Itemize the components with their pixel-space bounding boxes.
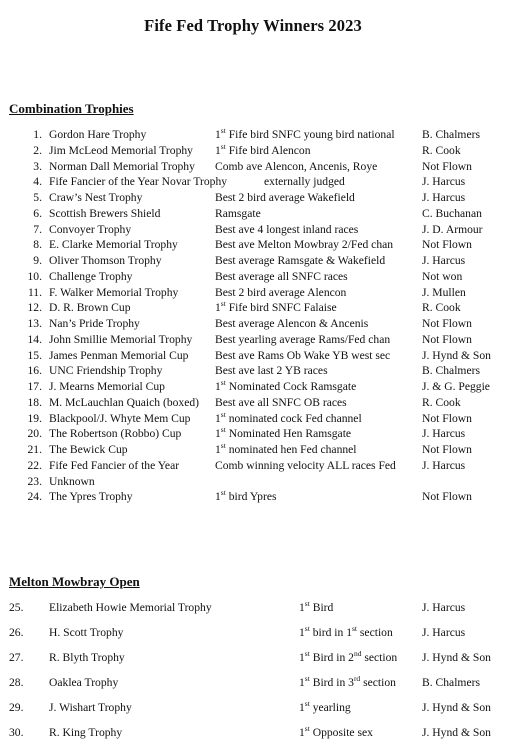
trophy-name: James Penman Memorial Cup [49,348,189,362]
winner-name: R. Cook [422,301,461,315]
trophy-name: R. King Trophy [49,726,123,739]
row-number: 16. [27,364,42,378]
winner-name: C. Buchanan [422,206,482,220]
winner-name: J. Hynd & Son [422,726,491,739]
row-number: 7. [33,222,42,236]
row-number: 12. [27,301,42,315]
winner-name: Not Flown [422,238,472,252]
trophy-name: Norman Dall Memorial Trophy [49,159,195,173]
trophy-criteria: 1st Nominated Hen Ramsgate [215,425,352,441]
trophy-criteria: Best ave last 2 YB races [215,364,328,378]
ordinal-suffix: nd [353,649,362,659]
table-row [0,380,506,396]
ordinal-suffix: st [304,649,310,659]
row-number: 24. [27,490,42,504]
trophy-criteria: Best ave Melton Mowbray 2/Fed chan [215,238,394,252]
table-row [0,651,506,667]
trophy-name: Unknown [49,474,95,488]
winner-name: J. Mullen [422,285,466,299]
trophy-name: Gordon Hare Trophy [49,128,147,141]
ordinal-suffix: st [220,441,226,451]
table-row [0,254,506,270]
trophy-name: Challenge Trophy [49,269,133,283]
table-row [0,409,506,428]
winner-name: Not Flown [422,317,472,330]
row-number: 10. [27,269,42,283]
row-number: 29. [9,701,24,714]
row-number: 18. [27,395,42,409]
table-row [0,601,506,617]
ordinal-suffix: st [220,299,226,309]
winner-name: J. Harcus [422,191,466,204]
trophy-criteria: Ramsgate [215,206,261,220]
table-row [0,175,506,191]
table-row [0,396,506,412]
row-number: 22. [27,458,42,472]
table-row [0,160,506,176]
row-number: 5. [33,191,42,204]
winner-name: J. Hynd & Son [422,348,491,362]
row-number: 1. [33,128,42,141]
ordinal-suffix: st [220,141,226,151]
row-number: 30. [9,726,24,739]
table-row [0,475,506,491]
ordinal-suffix: st [220,425,226,435]
trophy-criteria: Best 2 bird average Alencon [215,285,347,299]
ordinal-suffix: st [304,624,310,634]
winner-name: J. D. Armour [422,222,483,236]
ordinal-suffix: st [220,488,226,498]
winner-name: J. Harcus [422,626,466,639]
table-row [0,301,506,317]
row-number: 21. [27,443,42,456]
trophy-criteria: Best ave 4 longest inland races [215,222,359,236]
winner-name: B. Chalmers [422,128,480,141]
ordinal-suffix: st [304,724,310,734]
winner-name: J. Harcus [422,175,466,189]
row-number: 23. [27,474,42,488]
trophy-criteria: Best average Ramsgate & Wakefield [215,254,386,267]
row-number: 11. [27,285,42,299]
row-number: 4. [33,175,42,189]
trophy-name: H. Scott Trophy [49,626,124,639]
trophy-name: Elizabeth Howie Memorial Trophy [49,601,212,614]
winner-name: J. Harcus [422,254,466,267]
table-row [0,364,506,380]
trophy-criteria: 1st Bird in 2nd section [299,649,398,664]
table-row [0,676,506,692]
table-row [0,443,506,459]
trophy-criteria: 1st nominated cock Fed channel [215,409,362,425]
table-row [0,726,506,742]
trophy-criteria: 1st bird Ypres [215,488,277,504]
table-row [0,141,506,160]
trophy-name: Fife Fed Fancier of the Year [49,458,180,472]
table-row [0,626,506,642]
row-number: 26. [9,626,24,639]
trophy-criteria: Best average all SNFC races [215,269,348,283]
trophy-criteria: Comb ave Alencon, Ancenis, Roye [215,159,378,173]
ordinal-suffix: st [304,699,310,709]
row-number: 20. [27,427,42,441]
trophy-name: Nan’s Pride Trophy [49,317,140,330]
trophy-criteria: 1st Fife bird SNFC young bird national [215,126,395,141]
trophy-criteria: Best ave Rams Ob Wake YB west sec [215,348,391,362]
trophy-name: Fife Fancier of the Year Novar Trophy [49,175,228,189]
trophy-criteria: 1st nominated hen Fed channel [215,441,357,456]
trophy-name: E. Clarke Memorial Trophy [49,238,178,252]
trophy-name: Craw’s Nest Trophy [49,191,143,204]
ordinal-suffix: st [220,378,226,388]
table-row [0,349,506,365]
melton-heading: Melton Mowbray Open [9,574,140,589]
table-row [0,427,506,443]
ordinal-suffix: rd [353,674,361,684]
winner-name: Not won [422,269,463,283]
trophy-name: John Smillie Memorial Trophy [49,332,193,346]
table-row [0,333,506,349]
winner-name: R. Cook [422,143,461,157]
trophy-name: The Ypres Trophy [49,490,133,504]
ordinal-suffix: st [220,409,226,419]
row-number: 3. [33,159,42,173]
table-row [0,223,506,239]
trophy-name: F. Walker Memorial Trophy [49,285,179,299]
row-number: 15. [27,348,42,362]
trophy-criteria: 1st Nominated Cock Ramsgate [215,378,357,393]
row-number: 8. [33,238,42,252]
trophy-criteria: Best ave all SNFC OB races [215,395,347,409]
table-row [0,459,506,475]
trophy-name: D. R. Brown Cup [49,301,131,315]
row-number: 28. [9,676,24,689]
trophy-name: UNC Friendship Trophy [49,364,163,378]
winner-name: Not Flown [422,411,472,425]
trophy-name: Oaklea Trophy [49,676,119,689]
trophy-criteria: 1st yearling [299,699,351,714]
trophy-criteria: Best average Alencon & Ancenis [215,317,369,330]
trophy-name: Scottish Brewers Shield [49,206,161,220]
ordinal-suffix: st [352,624,358,634]
page-title: Fife Fed Trophy Winners 2023 [144,16,362,35]
row-number: 9. [33,254,42,267]
row-number: 17. [27,380,42,393]
combination-heading: Combination Trophies [9,101,134,116]
trophy-criteria: 1st Opposite sex [299,724,373,739]
trophy-name: J. Wishart Trophy [49,701,132,714]
ordinal-suffix: st [304,674,310,684]
row-number: 19. [27,411,42,425]
trophy-criteria: 1st Fife bird SNFC Falaise [215,299,337,315]
trophy-criteria: externally judged [264,175,345,189]
trophy-name: M. McLauchlan Quaich (boxed) [49,395,200,409]
trophy-criteria: Best 2 bird average Wakefield [215,191,355,204]
trophy-name: The Robertson (Robbo) Cup [49,427,182,441]
table-row [0,207,506,223]
winner-name: J. Hynd & Son [422,651,491,664]
trophy-criteria: 1st bird in 1st section [299,624,393,639]
trophy-criteria: Best yearling average Rams/Fed chan [215,332,391,346]
row-number: 6. [33,206,42,220]
winner-name: Not Flown [422,332,472,346]
trophy-criteria: Comb winning velocity ALL races Fed [215,458,396,472]
trophy-name: Blackpool/J. Whyte Mem Cup [49,411,191,425]
winner-name: J. Harcus [422,427,466,441]
winner-name: Not Flown [422,490,472,504]
row-number: 2. [33,143,42,157]
trophy-name: J. Mearns Memorial Cup [49,380,165,393]
winner-name: Not Flown [422,443,472,456]
winner-name: B. Chalmers [422,364,480,378]
winner-name: R. Cook [422,395,461,409]
row-number: 13. [27,317,42,330]
row-number: 14. [27,332,42,346]
table-row [0,238,506,254]
table-row [0,317,506,333]
winner-name: J. Harcus [422,458,466,472]
trophy-name: The Bewick Cup [49,443,128,456]
ordinal-suffix: st [304,599,310,609]
row-number: 27. [9,651,24,664]
trophy-criteria: 1st Bird [299,599,334,614]
winner-name: Not Flown [422,159,472,173]
row-number: 25. [9,601,24,614]
table-row [0,490,506,506]
trophy-name: Oliver Thomson Trophy [49,254,162,267]
table-row [0,128,506,144]
trophy-name: R. Blyth Trophy [49,651,125,664]
trophy-criteria: 1st Fife bird Alencon [215,141,311,157]
trophy-name: Jim McLeod Memorial Trophy [49,143,193,157]
ordinal-suffix: st [220,126,226,136]
table-row [0,701,506,717]
winner-name: J. Hynd & Son [422,701,491,714]
trophy-criteria: 1st Bird in 3rd section [299,674,396,689]
winner-name: J. Harcus [422,601,466,614]
trophy-name: Convoyer Trophy [49,222,132,236]
table-row [0,191,506,207]
table-row [0,270,506,286]
winner-name: J. & G. Peggie [422,380,490,393]
winner-name: B. Chalmers [422,676,480,689]
table-row [0,286,506,302]
